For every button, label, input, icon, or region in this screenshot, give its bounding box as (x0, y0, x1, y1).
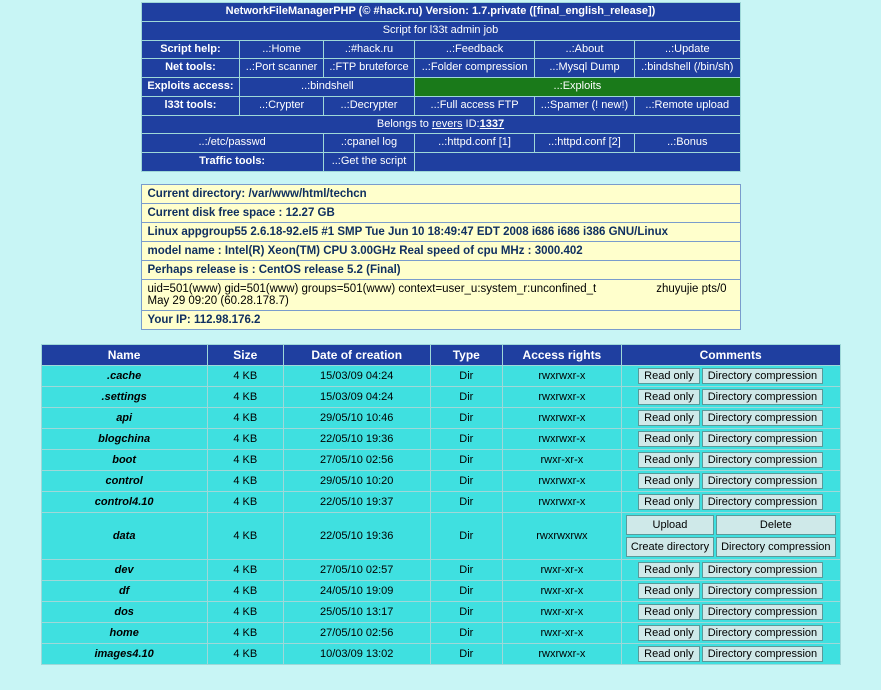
read-only-button[interactable]: Read only (638, 431, 700, 447)
file-date: 15/03/09 04:24 (283, 365, 430, 386)
file-type: Dir (430, 449, 502, 470)
file-type: Dir (430, 407, 502, 428)
file-size: 4 KB (207, 512, 283, 559)
menu-row-traffic-tools (141, 153, 740, 172)
belongs-to (141, 115, 740, 134)
table-row (41, 365, 840, 386)
menu-item-hackru[interactable]: .:#hack.ru (323, 40, 415, 59)
upload-button[interactable]: Upload (626, 515, 714, 535)
file-comments (621, 428, 840, 449)
uid-line2: May 29 09:20 (60.28.178.7) (147, 294, 289, 307)
file-name[interactable]: df (41, 580, 207, 601)
table-row (41, 512, 840, 559)
file-type: Dir (430, 428, 502, 449)
column-header-size[interactable]: Size (207, 344, 283, 365)
file-comments (621, 407, 840, 428)
column-header-date[interactable]: Date of creation (283, 344, 430, 365)
directory-compression-button[interactable]: Directory compression (702, 646, 823, 662)
file-list-panel (41, 344, 841, 665)
info-row-current-directory (141, 184, 740, 203)
menu-label-exploits-access: Exploits access: (141, 78, 240, 97)
file-name[interactable]: control4.10 (41, 491, 207, 512)
file-name[interactable]: images4.10 (41, 643, 207, 664)
file-action-grid (626, 410, 836, 426)
belongs-row (141, 115, 740, 134)
current-directory-value: /var/www/html/techcn (248, 187, 367, 200)
file-type: Dir (430, 491, 502, 512)
file-access-rights: rwxrwxr-x (502, 386, 621, 407)
menu-item-httpd-conf-1[interactable]: ..:httpd.conf [1] (415, 134, 535, 153)
column-header-type[interactable]: Type (430, 344, 502, 365)
column-header-name[interactable]: Name (41, 344, 207, 365)
read-only-button[interactable]: Read only (638, 452, 700, 468)
file-comments (621, 643, 840, 664)
file-date: 10/03/09 13:02 (283, 643, 430, 664)
file-size: 4 KB (207, 491, 283, 512)
column-header-access-rights[interactable]: Access rights (502, 344, 621, 365)
belongs-prefix: Belongs to (376, 117, 432, 130)
directory-compression-button[interactable]: Directory compression (702, 494, 823, 510)
file-type: Dir (430, 559, 502, 580)
table-row (41, 386, 840, 407)
file-type: Dir (430, 365, 502, 386)
file-date: 27/05/10 02:56 (283, 622, 430, 643)
table-row (41, 407, 840, 428)
file-type: Dir (430, 470, 502, 491)
file-name[interactable]: api (41, 407, 207, 428)
menu-item-update[interactable]: ..:Update (635, 40, 740, 59)
file-date: 29/05/10 10:46 (283, 407, 430, 428)
system-info-table (141, 184, 741, 330)
file-type: Dir (430, 580, 502, 601)
menu-item-remote-upload[interactable]: ..:Remote upload (635, 96, 740, 115)
uid-tty: zhuyujie pts/0 (656, 282, 727, 295)
menu-item-httpd-conf-2[interactable]: ..:httpd.conf [2] (534, 134, 634, 153)
menu-item-etc-passwd[interactable]: ..:/etc/passwd (141, 134, 323, 153)
menu-item-ftp-bruteforce[interactable]: .:FTP bruteforce (323, 59, 415, 78)
table-row (41, 622, 840, 643)
file-list-body (41, 365, 840, 664)
file-action-grid (626, 515, 836, 557)
info-row-disk-free (141, 203, 740, 222)
file-action-grid (626, 646, 836, 662)
menu-label-traffic-tools: Traffic tools: (141, 153, 323, 172)
your-ip-label: Your IP: (147, 313, 194, 326)
file-size: 4 KB (207, 601, 283, 622)
file-date: 29/05/10 10:20 (283, 470, 430, 491)
file-name[interactable]: blogchina (41, 428, 207, 449)
release-cell (141, 260, 740, 279)
read-only-button[interactable]: Read only (638, 562, 700, 578)
file-access-rights: rwxrwxr-x (502, 470, 621, 491)
directory-compression-button[interactable]: Directory compression (716, 537, 835, 557)
table-row (41, 601, 840, 622)
file-date: 25/05/10 13:17 (283, 601, 430, 622)
file-name[interactable]: .cache (41, 365, 207, 386)
top-menu-panel (141, 0, 741, 172)
belongs-user: revers (431, 117, 463, 130)
menu-item-crypter[interactable]: ..:Crypter (240, 96, 323, 115)
menu-item-bindshell-binsh[interactable]: .:bindshell (/bin/sh) (635, 59, 740, 78)
file-access-rights: rwxrwxr-x (502, 365, 621, 386)
directory-compression-button[interactable]: Directory compression (702, 583, 823, 599)
app-subtitle: Script for l33t admin job (141, 21, 740, 40)
directory-compression-button[interactable]: Directory compression (702, 625, 823, 641)
info-row-your-ip (141, 310, 740, 329)
read-only-button[interactable]: Read only (638, 389, 700, 405)
file-comments (621, 601, 840, 622)
read-only-button[interactable]: Read only (638, 494, 700, 510)
menu-item-about[interactable]: ..:About (534, 40, 634, 59)
table-row (41, 428, 840, 449)
menu-table (141, 2, 741, 172)
file-comments (621, 449, 840, 470)
read-only-button[interactable]: Read only (638, 368, 700, 384)
table-row (41, 643, 840, 664)
subtitle-row (141, 21, 740, 40)
menu-item-port-scanner[interactable]: ..:Port scanner (240, 59, 323, 78)
file-date: 27/05/10 02:57 (283, 559, 430, 580)
info-row-cpu (141, 241, 740, 260)
file-action-grid (626, 389, 836, 405)
file-access-rights: rwxr-xr-x (502, 580, 621, 601)
release-label: Perhaps release is : (147, 263, 259, 276)
disk-free-label: Current disk free space : (147, 206, 286, 219)
delete-button[interactable]: Delete (716, 515, 835, 535)
uid-cell (141, 279, 740, 310)
menu-item-decrypter[interactable]: ..:Decrypter (323, 96, 415, 115)
file-access-rights: rwxrwxr-x (502, 428, 621, 449)
release-value: CentOS release 5.2 (Final) (258, 263, 401, 276)
file-date: 27/05/10 02:56 (283, 449, 430, 470)
directory-compression-button[interactable]: Directory compression (702, 473, 823, 489)
menu-item-bindshell[interactable]: ..:bindshell (240, 78, 415, 97)
file-name[interactable]: boot (41, 449, 207, 470)
menu-item-get-the-script[interactable]: ..:Get the script (323, 153, 415, 172)
info-row-kernel (141, 222, 740, 241)
read-only-button[interactable]: Read only (638, 646, 700, 662)
directory-compression-button[interactable]: Directory compression (702, 431, 823, 447)
directory-compression-button[interactable]: Directory compression (702, 452, 823, 468)
cpu-value: model name : Intel(R) Xeon(TM) CPU 3.00GHz Real speed of cpu MHz : 3000.402 (141, 241, 740, 260)
column-header-comments[interactable]: Comments (621, 344, 840, 365)
file-date: 22/05/10 19:37 (283, 491, 430, 512)
menu-label-net-tools: Net tools: (141, 59, 240, 78)
file-size: 4 KB (207, 449, 283, 470)
create-directory-button[interactable]: Create directory (626, 537, 714, 557)
menu-row-exploits-access (141, 78, 740, 97)
disk-free-value: 12.27 GB (285, 206, 335, 219)
file-access-rights: rwxr-xr-x (502, 622, 621, 643)
read-only-button[interactable]: Read only (638, 473, 700, 489)
file-access-rights: rwxr-xr-x (502, 449, 621, 470)
file-size: 4 KB (207, 365, 283, 386)
table-row (41, 491, 840, 512)
directory-compression-button[interactable]: Directory compression (702, 562, 823, 578)
file-name[interactable]: control (41, 470, 207, 491)
table-row (41, 449, 840, 470)
menu-row-links (141, 134, 740, 153)
file-action-grid (626, 562, 836, 578)
file-action-grid (626, 452, 836, 468)
file-size: 4 KB (207, 580, 283, 601)
your-ip-value: 112.98.176.2 (193, 313, 261, 326)
file-comments (621, 512, 840, 559)
uid-line: uid=501(www) gid=501(www) groups=501(www) context=user_u:system_r:unconfined_t (147, 282, 597, 295)
menu-row-l33t-tools (141, 96, 740, 115)
menu-item-cpanel-log[interactable]: .:cpanel log (323, 134, 415, 153)
table-row (41, 559, 840, 580)
file-action-grid (626, 625, 836, 641)
file-date: 24/05/10 19:09 (283, 580, 430, 601)
app-title-prefix: NetworkFileManagerPHP (© #hack.ru) Version: (225, 5, 472, 17)
file-size: 4 KB (207, 428, 283, 449)
file-size: 4 KB (207, 470, 283, 491)
file-date: 15/03/09 04:24 (283, 386, 430, 407)
file-access-rights: rwxr-xr-x (502, 601, 621, 622)
your-ip-cell (141, 310, 740, 329)
menu-label-l33t-tools: l33t tools: (141, 96, 240, 115)
title-row (141, 3, 740, 22)
file-name[interactable]: dos (41, 601, 207, 622)
file-name[interactable]: home (41, 622, 207, 643)
file-date: 22/05/10 19:36 (283, 512, 430, 559)
file-comments (621, 365, 840, 386)
file-size: 4 KB (207, 643, 283, 664)
app-version: 1.7.private ([final_english_release]) (471, 5, 656, 17)
read-only-button[interactable]: Read only (638, 410, 700, 426)
file-type: Dir (430, 386, 502, 407)
menu-item-feedback[interactable]: ..:Feedback (415, 40, 535, 59)
directory-compression-button[interactable]: Directory compression (702, 368, 823, 384)
file-comments (621, 559, 840, 580)
current-directory-label: Current directory: (147, 187, 249, 200)
file-access-rights: rwxr-xr-x (502, 559, 621, 580)
file-type: Dir (430, 643, 502, 664)
menu-row-script-help (141, 40, 740, 59)
file-access-rights: rwxrwxr-x (502, 407, 621, 428)
file-date: 22/05/10 19:36 (283, 428, 430, 449)
menu-label-script-help: Script help: (141, 40, 240, 59)
directory-compression-button[interactable]: Directory compression (702, 410, 823, 426)
menu-item-spamer[interactable]: ..:Spamer (! new!) (534, 96, 634, 115)
belongs-id-label: ID: (462, 117, 480, 130)
file-action-grid (626, 473, 836, 489)
file-action-grid (626, 494, 836, 510)
menu-row-net-tools (141, 59, 740, 78)
directory-compression-button[interactable]: Directory compression (702, 389, 823, 405)
kernel-value: Linux appgroup55 2.6.18-92.el5 #1 SMP Tue Jun 10 18:49:47 EDT 2008 i686 i686 i386 GNU/Linux (141, 222, 740, 241)
file-type: Dir (430, 601, 502, 622)
file-action-grid (626, 604, 836, 620)
menu-item-home[interactable]: ..:Home (240, 40, 323, 59)
read-only-button[interactable]: Read only (638, 583, 700, 599)
menu-item-full-access-ftp[interactable]: ..:Full access FTP (415, 96, 535, 115)
menu-empty-cell (415, 153, 740, 172)
file-comments (621, 491, 840, 512)
table-row (41, 470, 840, 491)
info-row-release (141, 260, 740, 279)
file-action-grid (626, 583, 836, 599)
file-list-table (41, 344, 841, 665)
file-size: 4 KB (207, 559, 283, 580)
belongs-id: 1337 (479, 117, 505, 130)
file-name[interactable]: .settings (41, 386, 207, 407)
file-action-grid (626, 431, 836, 447)
file-list-head (41, 344, 840, 365)
file-name[interactable]: data (41, 512, 207, 559)
info-row-uid (141, 279, 740, 310)
file-list-header-row (41, 344, 840, 365)
file-name[interactable]: dev (41, 559, 207, 580)
system-info-panel (141, 184, 741, 330)
disk-free-cell (141, 203, 740, 222)
file-comments (621, 622, 840, 643)
file-access-rights: rwxrwxr-x (502, 643, 621, 664)
file-size: 4 KB (207, 407, 283, 428)
table-row (41, 580, 840, 601)
menu-item-mysql-dump[interactable]: ..:Mysql Dump (534, 59, 634, 78)
file-comments (621, 470, 840, 491)
file-type: Dir (430, 512, 502, 559)
app-title (141, 3, 740, 22)
file-comments (621, 386, 840, 407)
menu-item-bonus[interactable]: ..:Bonus (635, 134, 740, 153)
file-type: Dir (430, 622, 502, 643)
current-directory-cell (141, 184, 740, 203)
file-comments (621, 580, 840, 601)
file-access-rights: rwxrwxr-x (502, 491, 621, 512)
file-access-rights: rwxrwxrwx (502, 512, 621, 559)
file-action-grid (626, 368, 836, 384)
read-only-button[interactable]: Read only (638, 604, 700, 620)
file-size: 4 KB (207, 386, 283, 407)
menu-item-exploits[interactable]: ..:Exploits (415, 78, 740, 97)
menu-item-folder-compression[interactable]: ..:Folder compression (415, 59, 535, 78)
read-only-button[interactable]: Read only (638, 625, 700, 641)
file-size: 4 KB (207, 622, 283, 643)
directory-compression-button[interactable]: Directory compression (702, 604, 823, 620)
